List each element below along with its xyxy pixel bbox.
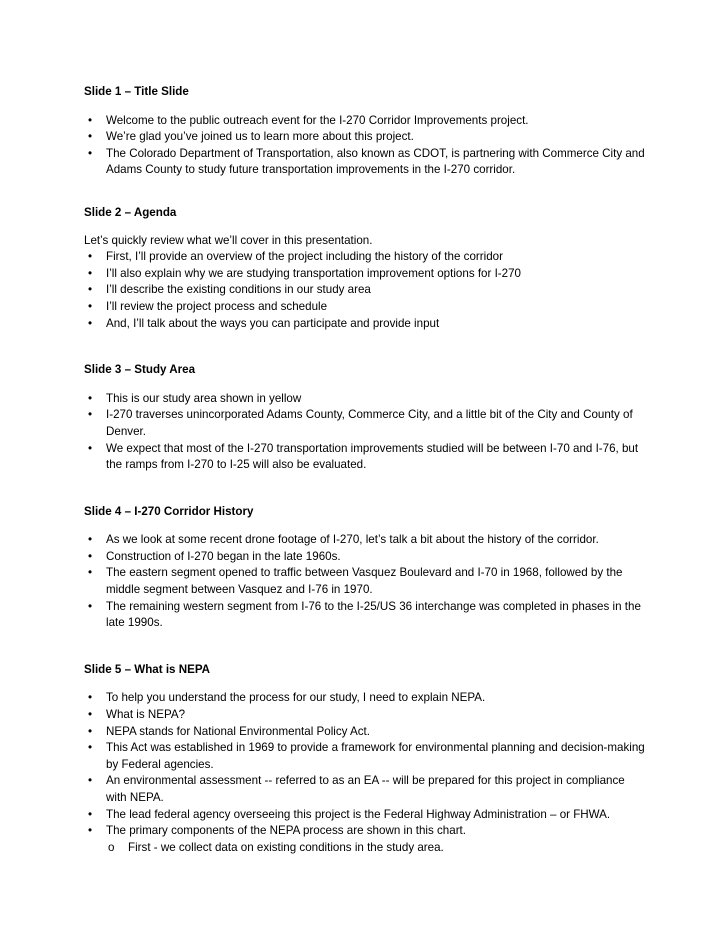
list-item bbox=[84, 773, 648, 806]
section-heading: Slide 4 – I-270 Corridor History bbox=[84, 504, 254, 518]
hollow-circle-bullet-icon: o bbox=[108, 840, 115, 854]
section-slide-3 bbox=[84, 362, 648, 474]
bullet-icon: • bbox=[87, 113, 93, 127]
bullet-list bbox=[84, 690, 648, 856]
bullet-icon: • bbox=[87, 741, 93, 755]
list-item-text: What is NEPA? bbox=[106, 708, 186, 722]
list-item bbox=[84, 316, 648, 333]
list-item bbox=[84, 146, 648, 179]
list-item bbox=[84, 823, 648, 856]
section-slide-2 bbox=[84, 205, 648, 332]
list-item bbox=[84, 565, 648, 598]
bullet-list bbox=[84, 532, 648, 632]
list-item-text: As we look at some recent drone footage of I-270, let’s talk a bit about the history of the corridor. bbox=[106, 533, 599, 547]
list-item bbox=[84, 807, 648, 824]
list-item bbox=[84, 299, 648, 316]
list-item-text: NEPA stands for National Environmental Policy Act. bbox=[106, 724, 370, 738]
list-item bbox=[84, 690, 648, 707]
sub-list-item-text: First - we collect data on existing conditions in the study area. bbox=[128, 840, 444, 854]
bullet-icon: • bbox=[87, 299, 93, 313]
list-item-text: This is our study area shown in yellow bbox=[106, 391, 302, 405]
list-item-text: I’ll describe the existing conditions in our study area bbox=[106, 283, 371, 297]
list-item-text: First, I’ll provide an overview of the project including the history of the corridor bbox=[106, 250, 503, 264]
list-item-text: Construction of I-270 began in the late 1960s. bbox=[106, 549, 341, 563]
list-item-text: I-270 traverses unincorporated Adams County, Commerce City, and a little bit of the City and County of Denver. bbox=[106, 408, 633, 438]
bullet-icon: • bbox=[87, 408, 93, 422]
list-item bbox=[84, 407, 648, 440]
bullet-icon: • bbox=[87, 708, 93, 722]
sub-list-item bbox=[106, 840, 648, 857]
list-item-text: Welcome to the public outreach event for the I-270 Corridor Improvements project. bbox=[106, 113, 529, 127]
list-item bbox=[84, 391, 648, 408]
bullet-list bbox=[84, 113, 648, 179]
bullet-icon: • bbox=[87, 283, 93, 297]
list-item bbox=[84, 724, 648, 741]
bullet-icon: • bbox=[87, 441, 93, 455]
bullet-icon: • bbox=[87, 691, 93, 705]
bullet-list bbox=[84, 391, 648, 474]
section-heading: Slide 5 – What is NEPA bbox=[84, 662, 211, 676]
list-item-text: The eastern segment opened to traffic between Vasquez Boulevard and I-70 in 1968, followed by the middle segment between Vasquez and I-76 in 1970. bbox=[106, 566, 623, 597]
list-item bbox=[84, 740, 648, 773]
list-item bbox=[84, 599, 648, 632]
list-item-text: I’ll also explain why we are studying transportation improvement options for I-270 bbox=[106, 266, 522, 280]
list-item bbox=[84, 249, 648, 266]
bullet-icon: • bbox=[87, 807, 93, 821]
list-item-text: To help you understand the process for our study, I need to explain NEPA. bbox=[106, 691, 486, 705]
bullet-icon: • bbox=[87, 774, 93, 788]
bullet-icon: • bbox=[87, 316, 93, 330]
list-item bbox=[84, 129, 648, 146]
list-item bbox=[84, 266, 648, 283]
bullet-icon: • bbox=[87, 391, 93, 405]
bullet-icon: • bbox=[87, 824, 93, 838]
section-slide-5 bbox=[84, 662, 648, 857]
bullet-icon: • bbox=[87, 549, 93, 563]
bullet-icon: • bbox=[87, 266, 93, 280]
list-item-text: And, I’ll talk about the ways you can participate and provide input bbox=[106, 316, 440, 330]
list-item-text: I’ll review the project process and schedule bbox=[106, 299, 328, 313]
bullet-icon: • bbox=[87, 250, 93, 264]
bullet-icon: • bbox=[87, 599, 93, 613]
list-item-text: The primary components of the NEPA process are shown in this chart. bbox=[106, 824, 466, 838]
list-item bbox=[84, 441, 648, 474]
list-item-text: An environmental assessment -- referred to as an EA -- will be prepared for this project in compliance with NEPA. bbox=[106, 774, 625, 804]
section-heading: Slide 1 – Title Slide bbox=[84, 85, 189, 98]
section-slide-4 bbox=[84, 504, 648, 632]
bullet-icon: • bbox=[87, 130, 93, 144]
list-item-text: We’re glad you’ve joined us to learn more about this project. bbox=[106, 130, 414, 144]
list-item bbox=[84, 113, 648, 130]
list-item bbox=[84, 282, 648, 299]
list-item-text: The remaining western segment from I-76 to the I-25/US 36 interchange was completed in phases in the late 1990s. bbox=[106, 599, 641, 630]
bullet-icon: • bbox=[87, 533, 93, 547]
list-item bbox=[84, 549, 648, 566]
bullet-icon: • bbox=[87, 146, 93, 160]
section-intro: Let’s quickly review what we’ll cover in this presentation. bbox=[84, 233, 373, 247]
bullet-icon: • bbox=[87, 566, 93, 580]
list-item-text: This Act was established in 1969 to provide a framework for environmental planning and decision-making by Federal agencies. bbox=[106, 741, 645, 771]
list-item-text: We expect that most of the I-270 transportation improvements studied will be between I-70 and I-76, but the ramps from I-270 to I-25 will also be evaluated. bbox=[106, 441, 639, 472]
list-item bbox=[84, 532, 648, 549]
section-heading: Slide 2 – Agenda bbox=[84, 205, 177, 219]
list-item-text: The lead federal agency overseeing this project is the Federal Highway Administration – or FHWA. bbox=[106, 807, 611, 821]
sub-bullet-list bbox=[106, 840, 648, 857]
bullet-icon: • bbox=[87, 724, 93, 738]
list-item bbox=[84, 707, 648, 724]
section-heading: Slide 3 – Study Area bbox=[84, 363, 196, 377]
bullet-list bbox=[84, 249, 648, 332]
list-item-text: The Colorado Department of Transportation, also known as CDOT, is partnering with Commerce City and Adams County to study future transportation improvements in the I-270 corridor. bbox=[106, 146, 645, 177]
section-slide-1 bbox=[84, 84, 648, 179]
